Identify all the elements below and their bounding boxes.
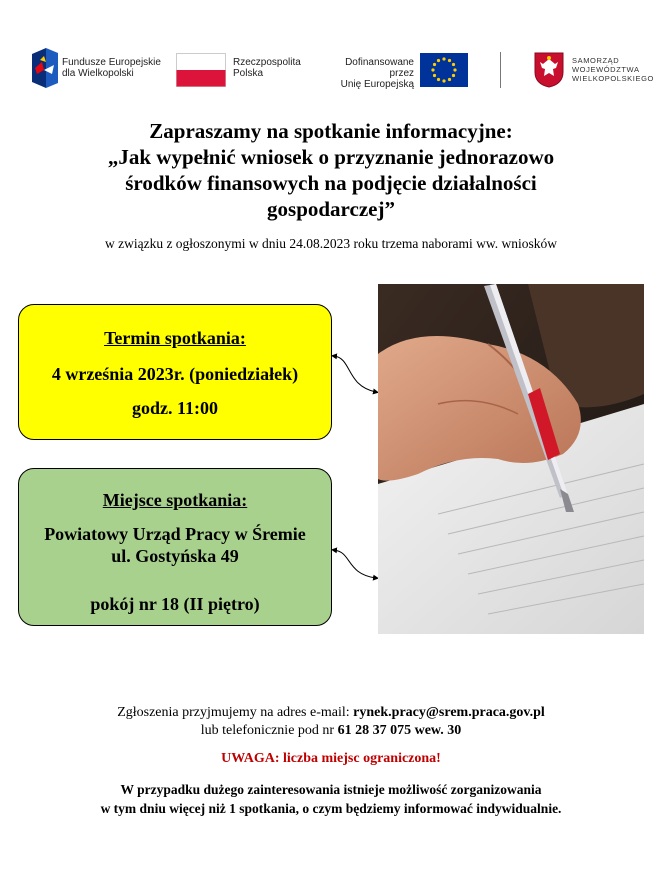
- capacity-warning: UWAGA: liczba miejsc ograniczona!: [221, 751, 441, 766]
- contact-email[interactable]: rynek.pracy@srem.praca.gov.pl: [353, 705, 545, 720]
- connector-arrows: [328, 340, 382, 590]
- meeting-place-box: [18, 468, 332, 626]
- eu-flag-icon: [420, 53, 468, 87]
- rzeczpospolita-text: Rzeczpospolita Polska: [233, 57, 301, 79]
- logo-bar: [0, 40, 662, 100]
- fundusze-europejskie-logo-icon: [32, 48, 58, 88]
- page-title: Zapraszamy na spotkanie informacyjne: „Jak wypełnić wniosek o przyznanie jednorazowo środków finansowych na podjęcie działalności gospodarczej”: [107, 119, 555, 221]
- meeting-date: 4 września 2023r. (poniedziałek): [51, 364, 299, 384]
- wielkopolska-crest-icon: [534, 52, 564, 88]
- additional-meetings-note: W przypadku dużego zainteresowania istnieje możliwość zorganizowania w tym dniu więcej niż 1 spotkania, o czym będziemy informować indywidualnie.: [100, 782, 562, 816]
- date-box-arrow: [334, 356, 376, 392]
- hand-writing-photo: [378, 284, 644, 634]
- meeting-time: godz. 11:00: [131, 398, 218, 418]
- meeting-office: Powiatowy Urząd Pracy w Śremie: [44, 524, 306, 544]
- meeting-street: ul. Gostyńska 49: [111, 546, 239, 566]
- samorzad-text: SAMORZĄD WOJEWÓDZTWA WIELKOPOLSKIEGO: [572, 56, 654, 83]
- logo-divider: [500, 52, 501, 88]
- place-box-arrow: [334, 550, 376, 578]
- meeting-date-heading: Termin spotkania:: [104, 328, 246, 348]
- fundusze-europejskie-text: Fundusze Europejskie dla Wielkopolski: [62, 57, 161, 79]
- contact-phone: 61 28 37 075 wew. 30: [337, 723, 462, 738]
- poland-flag-icon: [176, 53, 226, 87]
- meeting-room: pokój nr 18 (II piętro): [90, 594, 260, 614]
- contact-email-line: Zgłoszenia przyjmujemy na adres e-mail: rynek.pracy@srem.praca.gov.pl: [117, 705, 545, 720]
- meeting-place-heading: Miejsce spotkania:: [102, 490, 248, 510]
- eu-funding-text: Dofinansowane przez Unię Europejską: [340, 57, 414, 90]
- meeting-date-box: [18, 304, 332, 440]
- page-subtitle: w związku z ogłoszonymi w dniu 24.08.2023 roku trzema naborami ww. wniosków: [104, 236, 558, 251]
- contact-phone-line: lub telefonicznie pod nr 61 28 37 075 wew. 30: [200, 723, 462, 738]
